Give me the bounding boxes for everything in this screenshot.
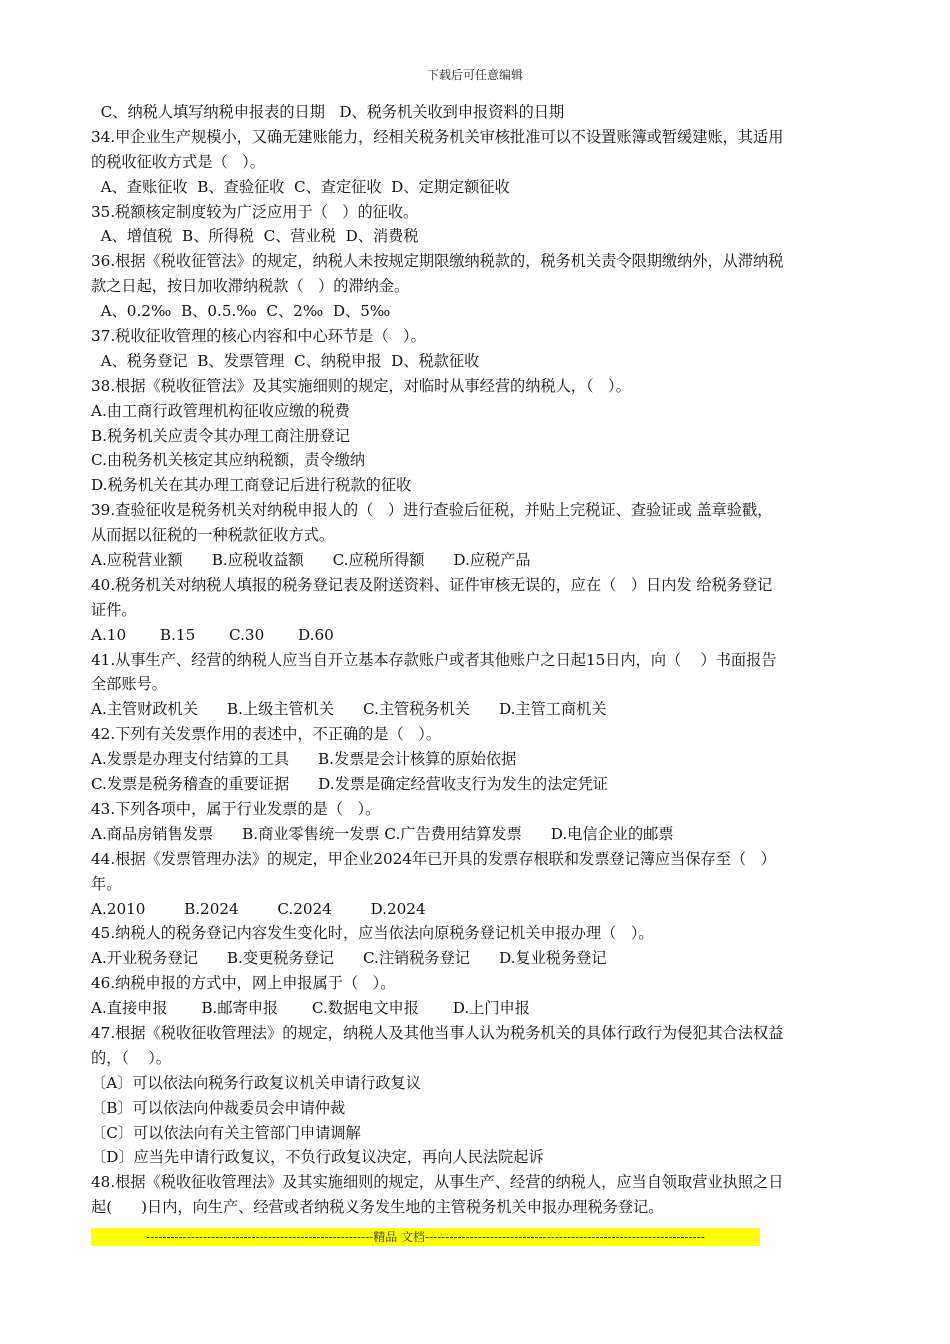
text-line: B.税务机关应责令其办理工商注册登记 xyxy=(91,426,350,445)
text-line: 证件。 xyxy=(91,600,137,619)
text-line: C、纳税人填写纳税申报表的日期 D、税务机关收到申报资料的日期 xyxy=(91,103,565,121)
page-footer-banner: --------------------------------------------------------精品 文档--------------------------------------------------------------------- xyxy=(91,1228,760,1246)
text-line: A.2010 B.2024 C.2024 D.2024 xyxy=(91,899,426,918)
text-line: A.10 B.15 C.30 D.60 xyxy=(91,625,334,644)
text-line: A.直接申报 B.邮寄申报 C.数据电文申报 D.上门申报 xyxy=(91,999,530,1018)
text-line: 39.查验征收是税务机关对纳税申报人的（ ）进行查验后征税，并贴上完税证、查验证或 盖章验戳， xyxy=(91,501,773,520)
text-line: 年。 xyxy=(91,874,122,893)
text-line: 42.下列有关发票作用的表述中，不正确的是（ ）。 xyxy=(91,725,441,744)
text-line: 的，（ ）。 xyxy=(91,1048,172,1067)
text-line: 43.下列各项中，属于行业发票的是（ ）。 xyxy=(91,799,381,818)
page-header: 下载后可任意编辑 xyxy=(426,68,523,82)
text-line: A.发票是办理支付结算的工具 B.发票是会计核算的原始依据 xyxy=(91,750,517,769)
text-line: A.开业税务登记 B.变更税务登记 C.注销税务登记 D.复业税务登记 xyxy=(91,949,607,968)
text-line: 34.甲企业生产规模小，又确无建账能力，经相关税务机关审核批准可以不设置账簿或暂缓建账，其适用 xyxy=(91,127,784,146)
text-line: 〔D〕应当先申请行政复议，不负行政复议决定，再向人民法院起诉 xyxy=(91,1148,544,1167)
text-line: C.由税务机关核定其应纳税额，责令缴纳 xyxy=(91,451,366,470)
text-line: 37.税收征收管理的核心内容和中心环节是（ ）。 xyxy=(91,327,426,346)
text-line: 46.纳税申报的方式中，网上申报属于（ ）。 xyxy=(91,974,396,993)
text-line: 36.根据《税收征管法》的规定，纳税人未按规定期限缴纳税款的，税务机关责令限期缴纳外，从滞纳税 xyxy=(91,252,784,271)
text-line: 〔A〕可以依法向税务行政复议机关申请行政复议 xyxy=(91,1073,421,1092)
text-line: 起( )日内，向生产、经营或者纳税义务发生地的主管税务机关申报办理税务登记。 xyxy=(91,1198,664,1217)
text-line: A、查账征收 B、查验征收 C、查定征收 D、定期定额征收 xyxy=(91,177,510,196)
text-line: 47.根据《税收征收管理法》的规定，纳税人及其他当事人认为税务机关的具体行政行为侵犯其合法权益 xyxy=(91,1023,784,1042)
text-line: 48.根据《税收征收管理法》及其实施细则的规定，从事生产、经营的纳税人，应当自领取营业执照之日 xyxy=(91,1173,784,1192)
text-line: 41.从事生产、经营的纳税人应当自开立基本存款账户或者其他账户之日起15日内，向（ ）书面报告 xyxy=(91,650,777,669)
text-line: 〔B〕可以依法向仲裁委员会申请仲裁 xyxy=(91,1098,346,1117)
text-line: D.税务机关在其办理工商登记后进行税款的征收 xyxy=(91,476,412,495)
text-line: 44.根据《发票管理办法》的规定，甲企业2024年已开具的发票存根联和发票登记簿应当保存至（ ） xyxy=(91,849,776,868)
text-line: 38.根据《税收征管法》及其实施细则的规定，对临时从事经营的纳税人，（ ）。 xyxy=(91,376,631,395)
text-line: A.主管财政机关 B.上级主管机关 C.主管税务机关 D.主管工商机关 xyxy=(91,700,607,719)
text-line: C.发票是税务稽查的重要证据 D.发票是确定经营收支行为发生的法定凭证 xyxy=(91,775,608,794)
text-line: 的税收征收方式是（ ）。 xyxy=(91,152,265,171)
text-line: 35.税额核定制度较为广泛应用于（ ）的征收。 xyxy=(91,202,419,221)
text-line: A.应税营业额 B.应税收益额 C.应税所得额 D.应税产品 xyxy=(91,551,531,570)
text-line: 全部账号。 xyxy=(91,675,167,694)
text-line: A、增值税 B、所得税 C、营业税 D、消费税 xyxy=(91,227,419,246)
text-line: A.商品房销售发票 B.商业零售统一发票 C.广告费用结算发票 D.电信企业的邮票 xyxy=(91,824,674,843)
document-body xyxy=(91,100,863,1220)
text-line: A、0.2‰ B、0.5.‰ C、2‰ D、5‰ xyxy=(91,302,391,321)
text-line: 从而据以征税的一种税款征收方式。 xyxy=(91,526,334,545)
text-line: A、税务登记 B、发票管理 C、纳税申报 D、税款征收 xyxy=(91,351,480,370)
text-line: A.由工商行政管理机构征收应缴的税费 xyxy=(91,401,350,420)
text-line: 40.税务机关对纳税人填报的税务登记表及附送资料、证件审核无误的，应在（ ）日内发 给税务登记 xyxy=(91,575,773,594)
text-line: 45.纳税人的税务登记内容发生变化时，应当依法向原税务登记机关申报办理（ ）。 xyxy=(91,924,654,943)
text-line: 款之日起，按日加收滞纳税款（ ）的滞纳金。 xyxy=(91,277,410,296)
text-line: 〔C〕可以依法向有关主管部门申请调解 xyxy=(91,1123,361,1142)
